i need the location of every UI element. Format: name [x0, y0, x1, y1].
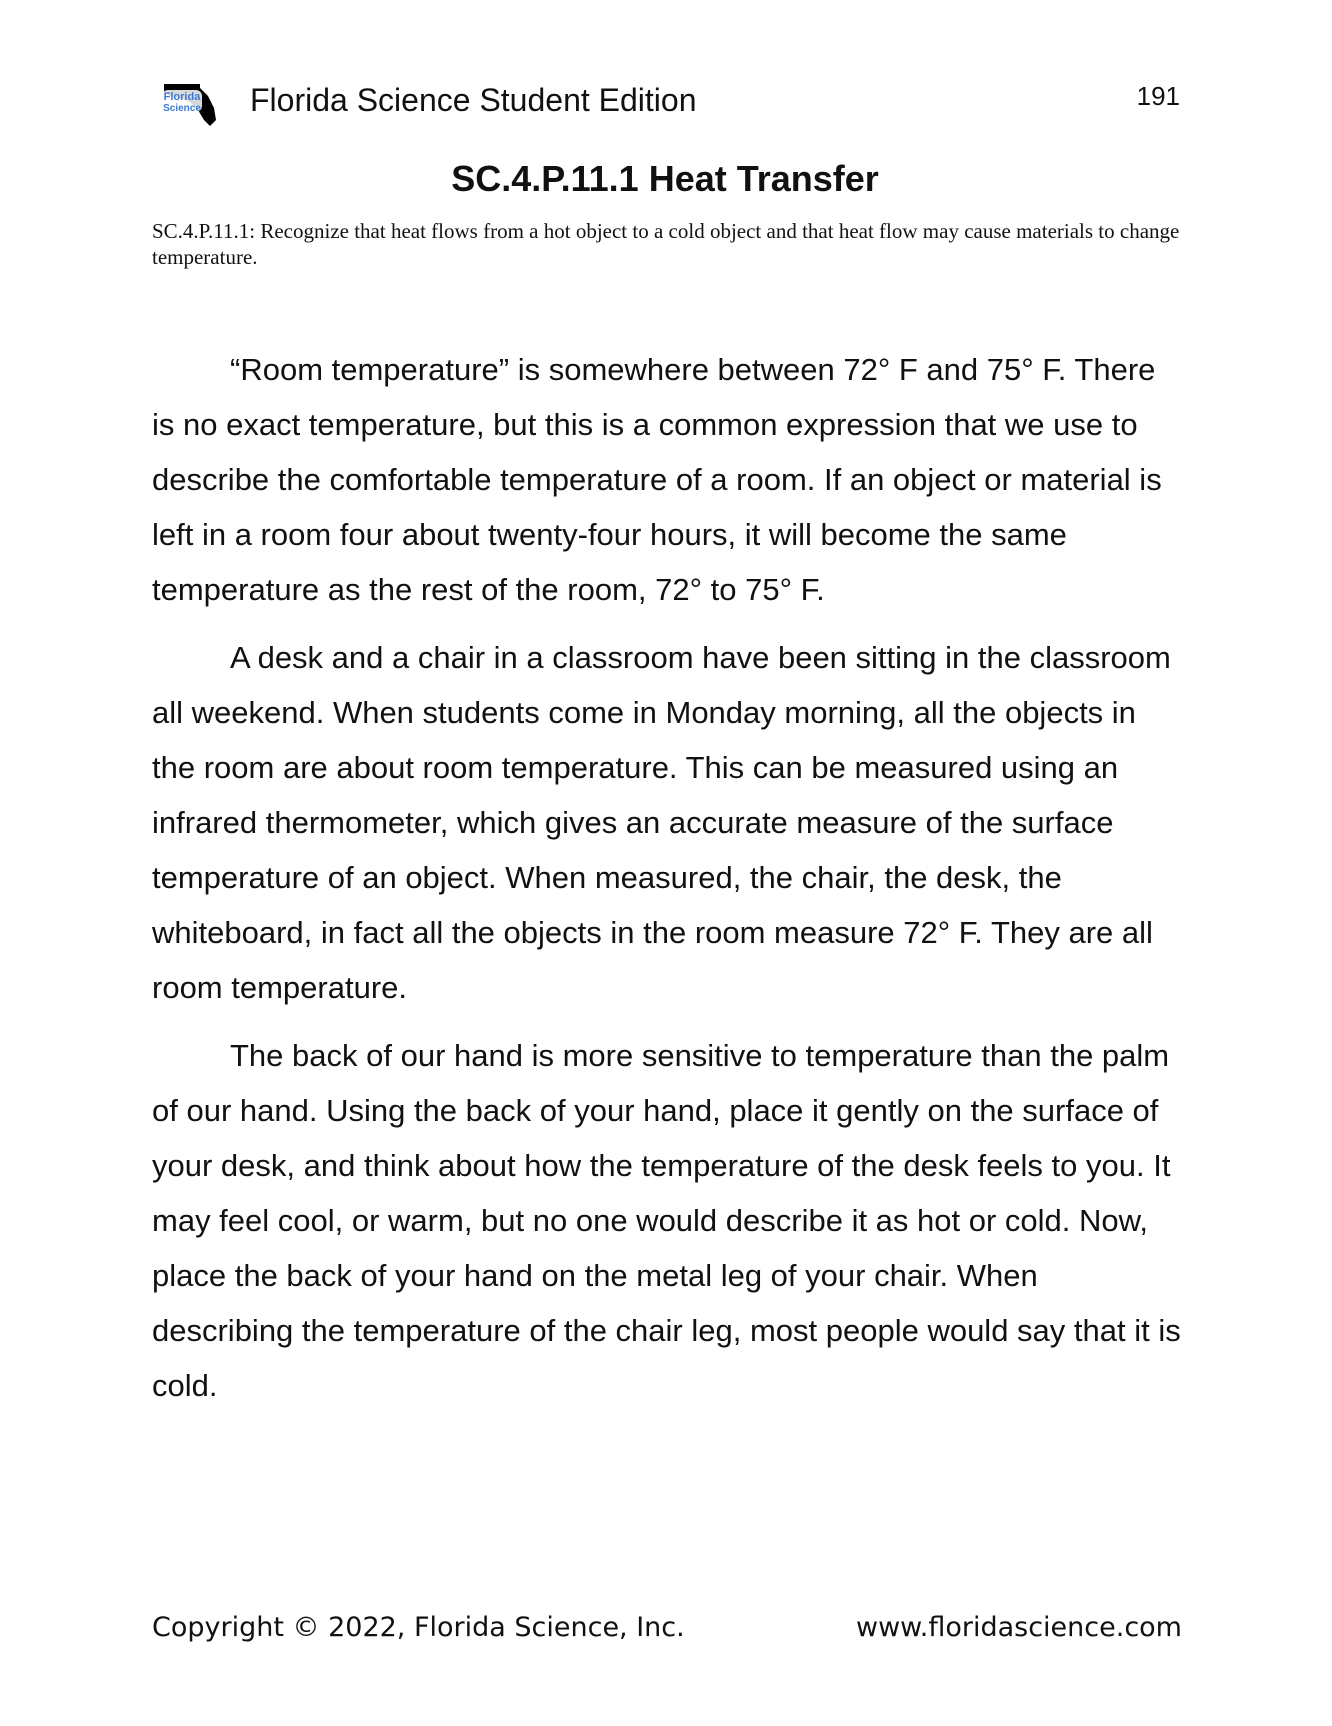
svg-text:Florida: Florida [163, 91, 201, 103]
page-footer [152, 1610, 1182, 1650]
body-text [152, 342, 1182, 1426]
paragraph-1: “Room temperature” is somewhere between 72° F and 75° F. There is no exact temperature, but this is a common expression that we use to describe the comfortable temperature of a room. If an object or material is left in a room four about twenty-four hours, it will become the same temperature as the rest of the room, 72° to 75° F. [152, 352, 1162, 607]
page-number: 191 [1136, 81, 1180, 111]
copyright-notice: Copyright © 2022, Florida Science, Inc. [152, 1612, 685, 1643]
standard-statement: SC.4.P.11.1: Recognize that heat flows from a hot object to a cold object and that heat flow may cause materials to change temperature. [152, 219, 1180, 269]
header-title: Florida Science Student Edition [250, 82, 697, 118]
florida-science-logo-icon [160, 76, 220, 128]
paragraph-3: The back of our hand is more sensitive to temperature than the palm of our hand. Using the back of your hand, place it gently on the surface of your desk, and think about how the temperature of the desk feels to you. It may feel cool, or warm, but no one would describe it as hot or cold. Now, place the back of your hand on the metal leg of your chair. When describing the temperature of the chair leg, most people would say that it is cold. [152, 1038, 1181, 1403]
svg-text:Science: Science [163, 103, 201, 114]
website-link[interactable]: www.floridascience.com [855, 1612, 1182, 1643]
paragraph-2: A desk and a chair in a classroom have been sitting in the classroom all weekend. When students come in Monday morning, all the objects in the room are about room temperature. This can be measured using an infrared thermometer, which gives an accurate measure of the surface temperature of an object. When measured, the chair, the desk, the whiteboard, in fact all the objects in the room measure 72° F. They are all room temperature. [152, 640, 1171, 1005]
page-title: SC.4.P.11.1 Heat Transfer [451, 158, 879, 199]
page-header [150, 70, 1180, 130]
